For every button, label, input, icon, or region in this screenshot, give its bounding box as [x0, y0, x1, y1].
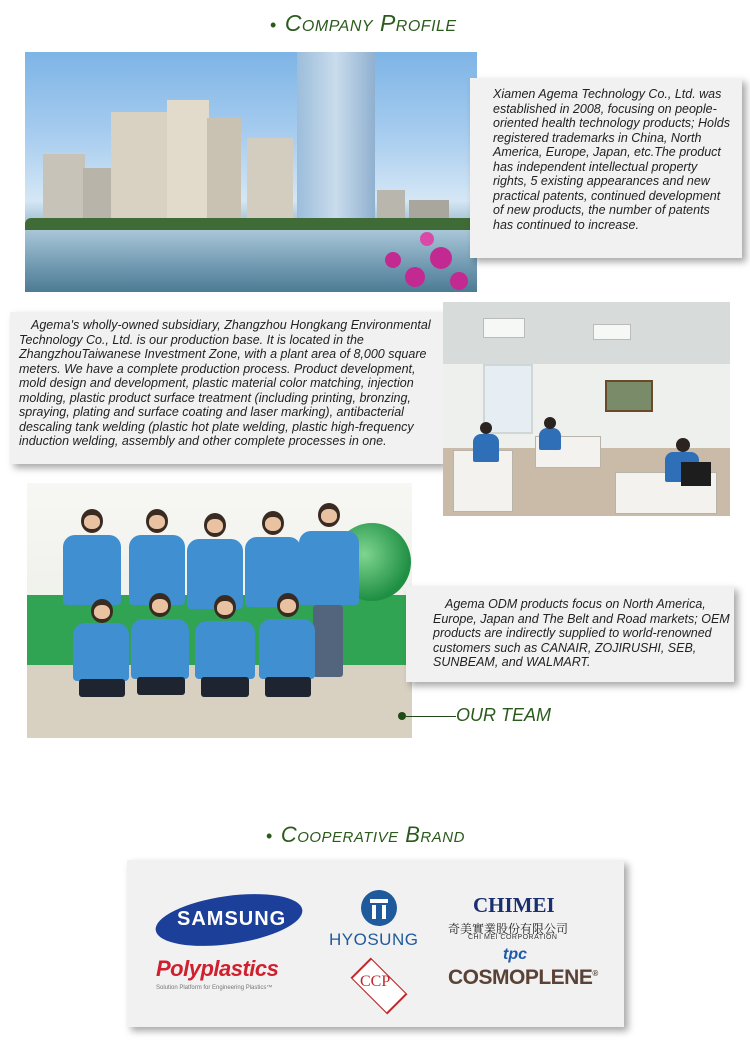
tpc-logo-text: tpc [503, 946, 527, 963]
bullet-dot: • [270, 15, 277, 35]
team-label-connector [398, 712, 406, 720]
hyosung-logo-text: HYOSUNG [329, 930, 419, 949]
chimei-subtitle: CHI MEI CORPORATION [468, 934, 558, 941]
registered-mark: ® [592, 969, 598, 978]
cooperative-brand-heading [266, 822, 465, 848]
office-photo [443, 302, 730, 516]
cosmoplene-name: COSMOPLENE [448, 966, 593, 989]
brand-logos-panel [127, 860, 624, 1027]
chimei-chinese-name: 奇美實業股份有限公司 [448, 922, 569, 936]
polyplastics-tagline: Solution Platform for Engineering Plastics™ [156, 985, 273, 991]
chimei-logo-text: CHIMEI [473, 893, 555, 917]
company-intro-panel [470, 78, 742, 258]
cooperative-brand-title: Cooperative Brand [280, 822, 465, 847]
company-profile-title: Company Profile [284, 10, 457, 36]
subsidiary-panel [10, 312, 443, 464]
odm-text: Agema ODM products focus on North America, Europe, Japan and The Belt and Road markets; OEM products are indirectly supplied to world-renowned customers such as CANAIR, ZOJIRUSHI, SEB, SUNBEAM, and WALMART. [433, 597, 730, 669]
polyplastics-logo-text: Polyplastics [156, 956, 279, 981]
cosmoplene-logo-text [448, 966, 598, 990]
our-team-label: OUR TEAM [456, 705, 552, 725]
company-intro-text: Xiamen Agema Technology Co., Ltd. was established in 2008, focusing on people-oriented health technology products; Holds registered trademarks in China, North America, Europe, Japan, etc.The product has independent intellectual property rights, 5 existing appearances and new practical patents, continued development of new products, the number of patents has continued to increase. [493, 87, 730, 232]
city-skyline-photo [25, 52, 477, 292]
samsung-logo-text: SAMSUNG [177, 908, 287, 930]
hyosung-emblem [361, 890, 397, 926]
odm-panel [406, 586, 734, 682]
company-profile-heading [270, 10, 457, 37]
bullet-dot: • [266, 826, 273, 846]
team-photo [27, 483, 412, 738]
team-label-line [406, 716, 456, 717]
ccp-logo-text: CCP [360, 973, 391, 990]
subsidiary-text: Agema's wholly-owned subsidiary, Zhangzhou Hongkang Environmental Technology Co., Ltd. is our production base. It is located in the ZhangzhouTaiwanese Investment Zone, with a plant area of 8,000 square meters. We have a complete production process. Product development, mold design and development, plastic material color matching, injection molding, plastic product surface treatment (including printing, bronzing, spraying, plating and surface coating and laser marking), antibacterial descaling tank welding (plastic hot plate welding, plastic high-frequency induction welding, assembly and other complete processes in one. [19, 318, 431, 448]
